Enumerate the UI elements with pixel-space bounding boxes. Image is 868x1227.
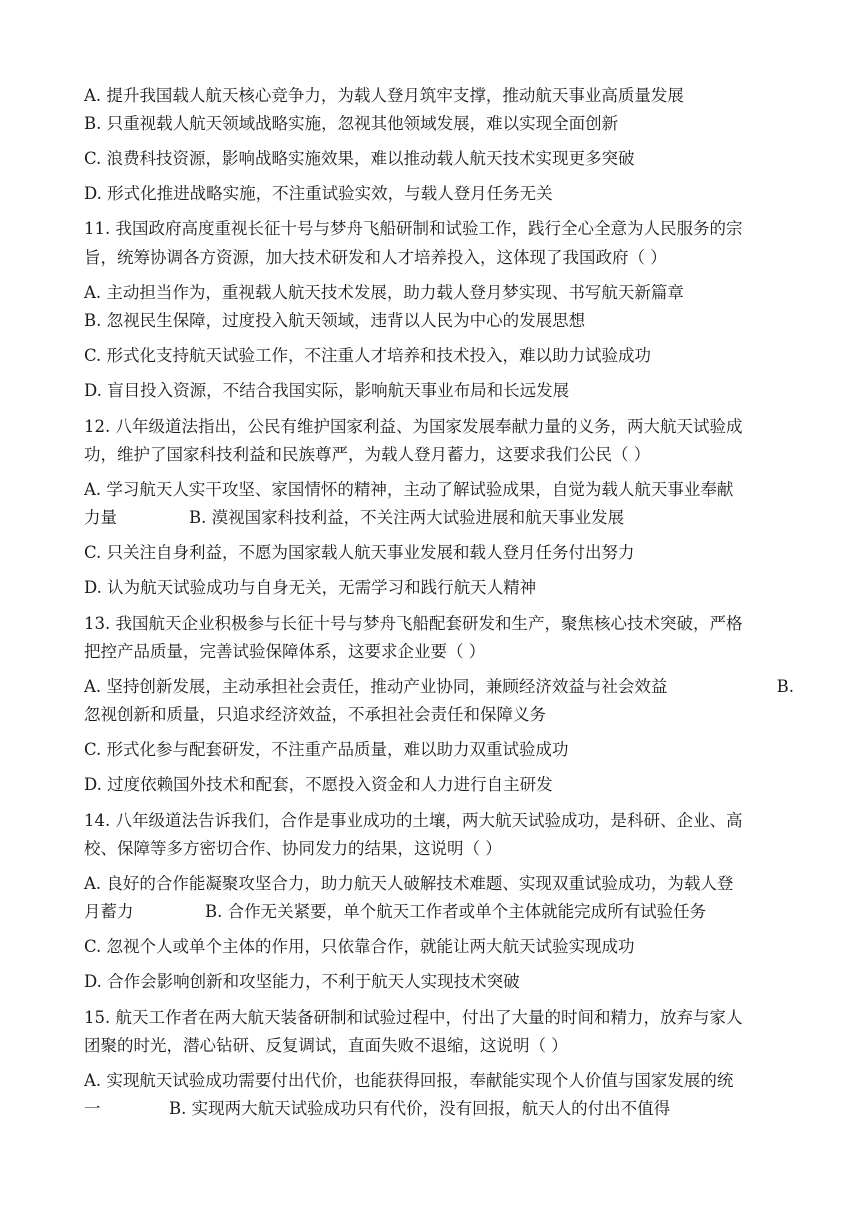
q12-stem-line1: 12. 八年级道法指出，公民有维护国家利益、为国家发展奉献力量的义务，两大航天试验成: [84, 417, 743, 436]
q12-option-d: D. 认为航天试验成功与自身无关，无需学习和践行航天人精神: [84, 578, 537, 597]
q12-option-b: B. 漠视国家科技利益，不关注两大试验进展和航天事业发展: [189, 508, 625, 527]
q12-option-a-line2: 力量: [84, 508, 117, 527]
q15-option-a-line2: 一: [84, 1099, 101, 1118]
q15-option-a-line1: A. 实现航天试验成功需要付出代价，也能获得回报，奉献能实现个人价值与国家发展的统: [84, 1071, 734, 1090]
q12-option-a-line1: A. 学习航天人实干攻坚、家国情怀的精神，主动了解试验成果，自觉为载人航天事业奉献: [84, 480, 734, 499]
q14-stem-line1: 14. 八年级道法告诉我们，合作是事业成功的土壤，两大航天试验成功，是科研、企业、高: [84, 811, 743, 830]
q13-stem-line1: 13. 我国航天企业积极参与长征十号与梦舟飞船配套研发和生产，聚焦核心技术突破，严格: [84, 614, 743, 633]
q10-option-a: A. 提升我国载人航天核心竞争力，为载人登月筑牢支撑，推动航天事业高质量发展: [84, 86, 684, 105]
q15-option-b: B. 实现两大航天试验成功只有代价，没有回报，航天人的付出不值得: [169, 1099, 671, 1118]
q14-stem-line2: 校、保障等多方密切合作、协同发力的结果，这说明（ ）: [84, 839, 502, 858]
q13-option-b-letter: B.: [776, 677, 794, 696]
q11-stem-line2: 旨，统筹协调各方资源，加大技术研发和人才培养投入，这体现了我国政府（ ）: [84, 248, 667, 267]
q15-stem-line2: 团聚的时光，潜心钻研、反复调试，直面失败不退缩，这说明（ ）: [84, 1036, 568, 1055]
q11-option-b: B. 忽视民生保障，过度投入航天领域，违背以人民为中心的发展思想: [84, 311, 586, 330]
q14-option-b: B. 合作无关紧要，单个航天工作者或单个主体就能完成所有试验任务: [205, 902, 707, 921]
q10-option-d: D. 形式化推进战略实施，不注重试验实效，与载人登月任务无关: [84, 184, 553, 203]
q13-option-b: 忽视创新和质量，只追求经济效益，不承担社会责任和保障义务: [84, 705, 546, 724]
q14-option-c: C. 忽视个人或单个主体的作用，只依靠合作，就能让两大航天试验实现成功: [84, 937, 635, 956]
q12-option-c: C. 只关注自身利益，不愿为国家载人航天事业发展和载人登月任务付出努力: [84, 543, 635, 562]
q14-option-d: D. 合作会影响创新和攻坚能力，不利于航天人实现技术突破: [84, 972, 520, 991]
q14-option-a-line2: 月蓄力: [84, 902, 134, 921]
q12-stem-line2: 功，维护了国家科技利益和民族尊严，为载人登月蓄力，这要求我们公民（ ）: [84, 445, 651, 464]
q11-option-c: C. 形式化支持航天试验工作，不注重人才培养和技术投入，难以助力试验成功: [84, 346, 652, 365]
q13-stem-line2: 把控产品质量，完善试验保障体系，这要求企业要（ ）: [84, 642, 486, 661]
q13-option-c: C. 形式化参与配套研发，不注重产品质量，难以助力双重试验成功: [84, 740, 569, 759]
q11-option-d: D. 盲目投入资源，不结合我国实际，影响航天事业布局和长远发展: [84, 381, 570, 400]
q14-option-a-line1: A. 良好的合作能凝聚攻坚合力，助力航天人破解技术难题、实现双重试验成功，为载人登: [84, 874, 734, 893]
q10-option-b: B. 只重视载人航天领域战略实施，忽视其他领域发展，难以实现全面创新: [84, 114, 619, 133]
q15-stem-line1: 15. 航天工作者在两大航天装备研制和试验过程中，付出了大量的时间和精力，放弃与家人: [84, 1008, 743, 1027]
q11-option-a: A. 主动担当作为，重视载人航天技术发展，助力载人登月梦实现、书写航天新篇章: [84, 283, 684, 302]
q13-option-a: A. 坚持创新发展，主动承担社会责任，推动产业协同，兼顾经济效益与社会效益: [84, 677, 668, 696]
q10-option-c: C. 浪费科技资源，影响战略实施效果，难以推动载人航天技术实现更多突破: [84, 149, 635, 168]
q13-option-d: D. 过度依赖国外技术和配套，不愿投入资金和人力进行自主研发: [84, 775, 553, 794]
q11-stem-line1: 11. 我国政府高度重视长征十号与梦舟飞船研制和试验工作，践行全心全意为人民服务的宗: [84, 219, 743, 238]
